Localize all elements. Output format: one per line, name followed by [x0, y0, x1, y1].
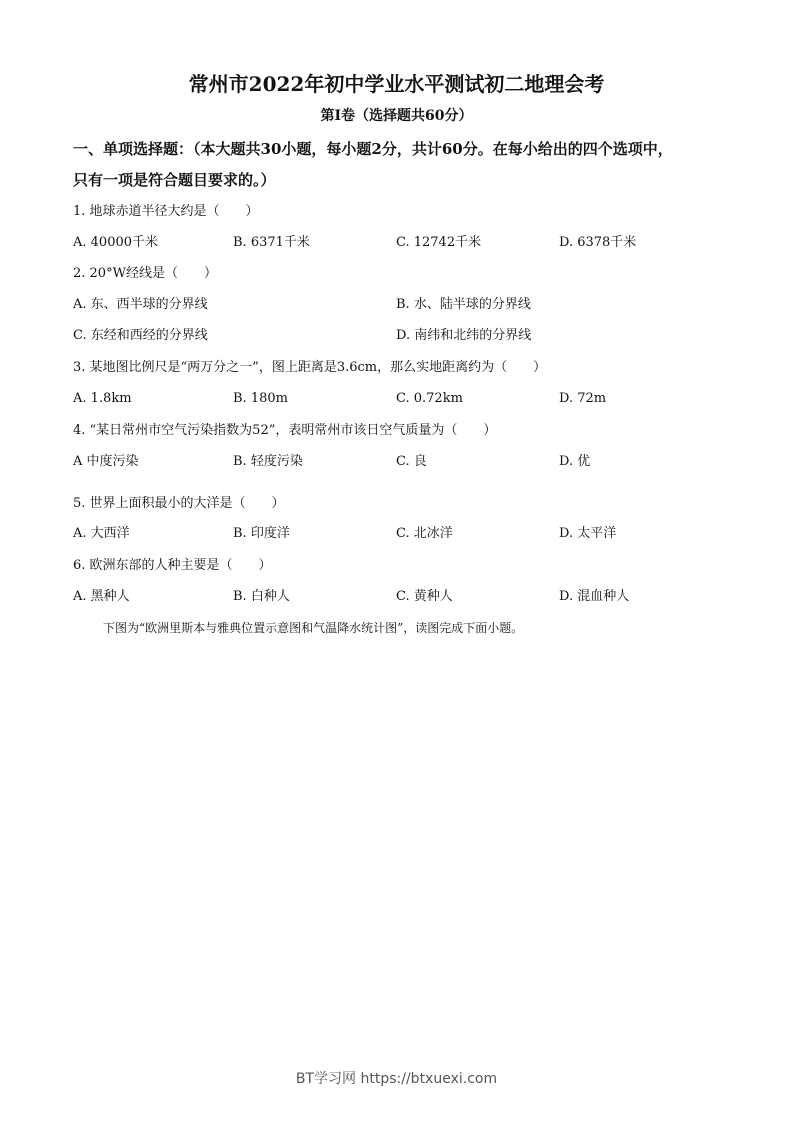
question-4: 4. “某日常州市空气污染指数为52”，表明常州市该日空气质量为（ ） — [73, 423, 497, 438]
option: C. 0.72km — [396, 391, 463, 406]
figure-note: 下图为“欧洲里斯本与雅典位置示意图和气温降水统计图”，读图完成下面小题。 — [103, 621, 524, 635]
footer-watermark-link[interactable]: BT学习网 https://btxuexi.com — [295, 1071, 498, 1087]
option: B. 水、陆半球的分界线 — [396, 297, 531, 312]
question-1: 1. 地球赤道半径大约是（ ） — [73, 204, 259, 219]
section-instructions-line2: 只有一项是符合题目要求的。） — [73, 171, 276, 189]
option: A. 1.8km — [73, 391, 132, 406]
section-subtitle: 第Ⅰ卷（选择题共60分） — [320, 108, 473, 124]
option: C. 黄种人 — [396, 589, 453, 604]
option: A. 大西洋 — [73, 526, 130, 541]
option: B. 白种人 — [233, 589, 290, 604]
option: D. 南纬和北纬的分界线 — [396, 328, 532, 343]
option: B. 6371千米 — [233, 235, 310, 250]
option: A. 东、西半球的分界线 — [73, 297, 208, 312]
option: C. 北冰洋 — [396, 526, 453, 541]
option: A. 40000千米 — [73, 235, 159, 250]
section-instructions-line1: 一、单项选择题：（本大题共30小题，每小题2分，共计60分。在每小给出的四个选项中， — [73, 140, 673, 158]
option: D. 混血种人 — [559, 589, 630, 604]
option: A. 黑种人 — [73, 589, 130, 604]
option: C. 东经和西经的分界线 — [73, 328, 208, 343]
question-2: 2. 20°W经线是（ ） — [73, 266, 217, 281]
option: B. 印度洋 — [233, 526, 290, 541]
document-title: 常州市2022年初中学业水平测试初二地理会考 — [188, 72, 605, 96]
question-3: 3. 某地图比例尺是“两万分之一”，图上距离是3.6cm，那么实地距离约为（ ） — [73, 360, 547, 375]
option: B. 180m — [233, 391, 288, 406]
option: A 中度污染 — [73, 454, 139, 469]
option: D. 6378千米 — [559, 235, 637, 250]
option: D. 72m — [559, 391, 607, 406]
option: D. 优 — [559, 454, 591, 469]
option: C. 良 — [396, 454, 427, 469]
option: C. 12742千米 — [396, 235, 482, 250]
question-6: 6. 欧洲东部的人种主要是（ ） — [73, 558, 272, 573]
option: D. 太平洋 — [559, 526, 617, 541]
question-5: 5. 世界上面积最小的大洋是（ ） — [73, 496, 285, 511]
option: B. 轻度污染 — [233, 454, 303, 469]
